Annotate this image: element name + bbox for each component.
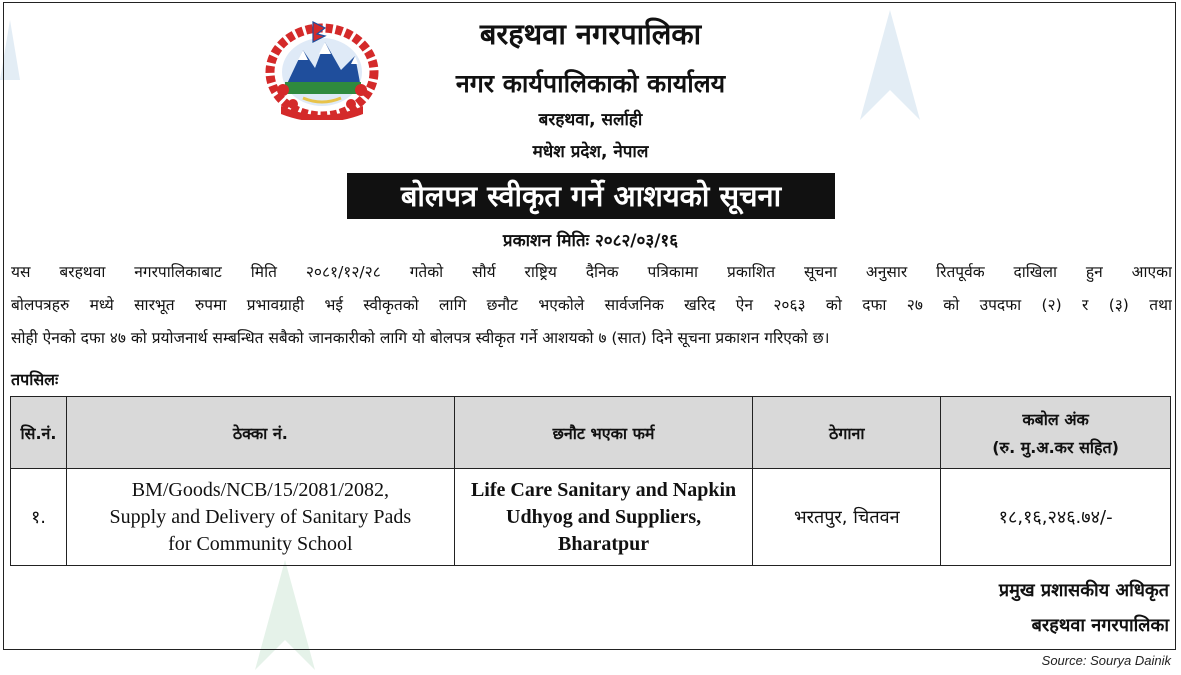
body-line: यस बरहथवा नगरपालिकाबाट मिति २०८१/१२/२८ गतेको सौर्य राष्ट्रिय दैनिक पत्रिकामा प्रकाशित सूचना अनुसार रितपूर्वक दाखिला हुन आएका	[11, 263, 1172, 281]
table-row	[11, 469, 1171, 566]
cell-contract	[66, 469, 454, 566]
signatory-title: प्रमुख प्रशासकीय अधिकृत	[998, 580, 1169, 601]
office-title: नगर कार्यपालिकाको कार्यालय	[455, 69, 726, 98]
cell-sn: १.	[11, 469, 67, 566]
contract-line: BM/Goods/NCB/15/2081/2082,	[131, 478, 389, 501]
location-text: बरहथवा, सर्लाही	[538, 110, 643, 130]
contract-line: for Community School	[168, 532, 353, 555]
source-credit: Source: Sourya Dainik	[1041, 653, 1171, 668]
header-address: ठेगाना	[753, 397, 941, 469]
body-line: सोही ऐनको दफा ४७ को प्रयोजनार्थ सम्बन्धित सबैको जानकारीको लागि यो बोलपत्र स्वीकृत गर्ने आशयको ७ (सात) दिने सूचना प्रकाशन गरिएको छ।	[11, 329, 830, 347]
cell-firm	[454, 469, 753, 566]
firm-line: Udhyog and Suppliers,	[506, 505, 702, 528]
header-bid-amount-line2: (रु. मु.अ.कर सहित)	[992, 437, 1119, 457]
cell-address: भरतपुर, चितवन	[753, 469, 941, 566]
notice-title-banner: बोलपत्र स्वीकृत गर्ने आशयको सूचना	[347, 173, 835, 219]
header-firm: छनौट भएका फर्म	[454, 397, 753, 469]
firm-line: Bharatpur	[558, 532, 650, 555]
header-bid-amount-line1: कबोल अंक	[1022, 409, 1089, 429]
table-header-row	[11, 397, 1171, 469]
municipality-title: बरहथवा नगरपालिका	[479, 17, 702, 51]
firm-line: Life Care Sanitary and Napkin	[470, 478, 737, 501]
header-contract-no: ठेक्का नं.	[66, 397, 454, 469]
award-table	[10, 396, 1171, 566]
signatory-office: बरहथवा नगरपालिका	[1031, 615, 1169, 636]
header-bid-amount	[941, 397, 1171, 469]
publication-date: प्रकाशन मितिः २०८२/०३/१६	[502, 231, 679, 251]
body-line: बोलपत्रहरु मध्ये सारभूत रुपमा प्रभावग्राही भई स्वीकृतको लागि छनौट भएकोले सार्वजनिक खरिद ऐन २०६३ को दफा २७ को उपदफा (२) र (३) तथा	[11, 296, 1172, 314]
province-text: मधेश प्रदेश, नेपाल	[532, 142, 649, 162]
schedule-label: तपसिलः	[11, 370, 59, 389]
notice-body	[11, 256, 1172, 355]
contract-line: Supply and Delivery of Sanitary Pads	[109, 505, 412, 528]
cell-amount: १८,१६,२४६.७४/-	[941, 469, 1171, 566]
header-sn: सि.नं.	[11, 397, 67, 469]
